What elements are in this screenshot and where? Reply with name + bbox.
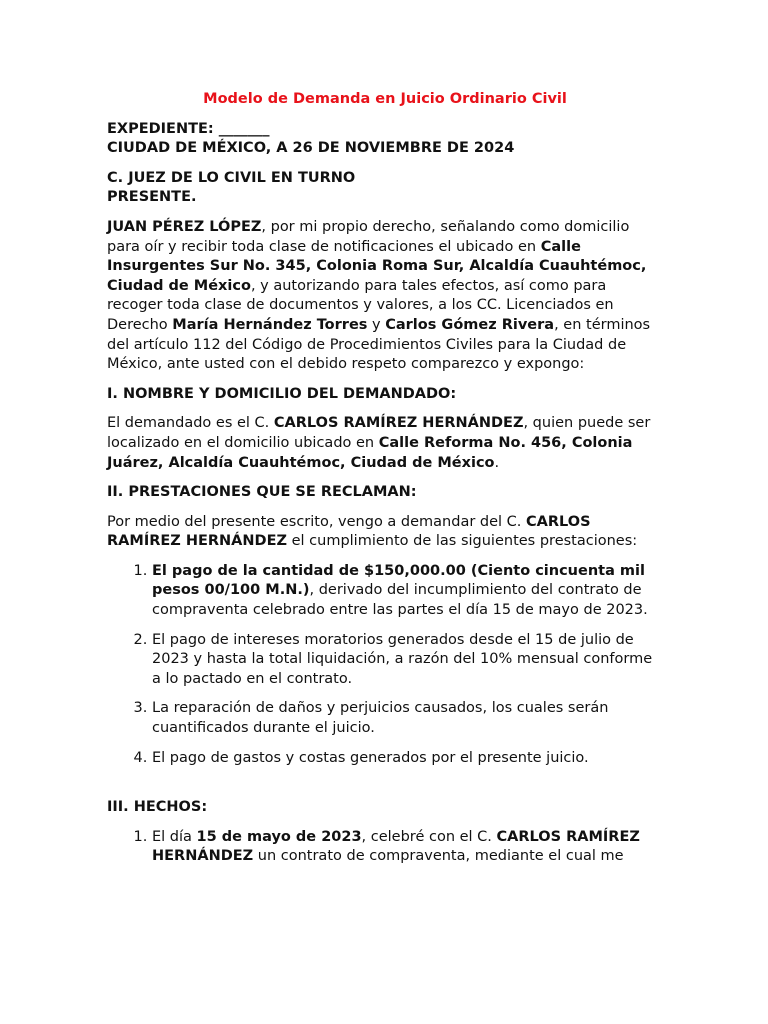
section-heading-claims: II. PRESTACIONES QUE SE RECLAMAN:	[107, 484, 417, 501]
section-heading-facts: III. HECHOS:	[107, 799, 208, 816]
bold-text-run: JUAN PÉREZ LÓPEZ	[107, 218, 262, 235]
text-run: La reparación de daños y perjuicios causados, los cuales serán cuantificados durante el juicio.	[152, 700, 609, 737]
bold-text-run: 15 de mayo de 2023	[196, 828, 362, 845]
text-run: El pago de intereses moratorios generados desde el 15 de julio de 2023 y hasta la total liquidación, a razón del 10% mensual conforme a lo pactado en el contrato.	[152, 631, 653, 687]
text-run: , por mi propio derecho, señalando como domicilio para oír y recibir toda clase de notificaciones el ubicado en	[107, 218, 630, 255]
bold-text-run: Carlos Gómez Rivera	[385, 316, 555, 333]
document-page	[107, 90, 663, 877]
bold-text-run: María Hernández Torres	[172, 316, 368, 333]
text-run: y	[367, 316, 386, 333]
text-run: Por medio del presente escrito, vengo a demandar del C.	[107, 513, 527, 530]
list-item	[152, 562, 663, 621]
section-heading-defendant: I. NOMBRE Y DOMICILIO DEL DEMANDADO:	[107, 385, 457, 402]
bold-text-run: CARLOS RAMÍREZ HERNÁNDEZ	[107, 513, 591, 550]
place-date: CIUDAD DE MÉXICO, A 26 DE NOVIEMBRE DE 2024	[107, 140, 515, 157]
text-run: el cumplimiento de las siguientes prestaciones:	[287, 533, 638, 550]
bold-text-run: CARLOS RAMÍREZ HERNÁNDEZ	[273, 415, 524, 432]
text-run: , y autorizando para tales efectos, así como para recoger toda clase de documentos y valores, a los CC. Licenciados en Derecho	[107, 277, 614, 333]
bold-text-run: CARLOS RAMÍREZ HERNÁNDEZ	[152, 828, 640, 865]
list-item	[152, 828, 663, 867]
judge-line: C. JUEZ DE LO CIVIL EN TURNO	[107, 169, 356, 186]
case-number: EXPEDIENTE: _______	[107, 120, 270, 137]
text-run: un contrato de compraventa, mediante el cual me	[253, 848, 624, 865]
list-item	[152, 749, 663, 769]
defendant-paragraph	[107, 414, 663, 473]
text-run: El pago de gastos y costas generados por el presente juicio.	[152, 749, 589, 766]
text-run: .	[494, 454, 500, 471]
list-item	[152, 699, 663, 738]
bold-text-run: Calle Insurgentes Sur No. 345, Colonia Roma Sur, Alcaldía Cuauhtémoc, Ciudad de México	[107, 238, 647, 294]
list-item	[152, 631, 663, 690]
case-header	[107, 120, 663, 159]
text-run: , derivado del incumplimiento del contrato de compraventa celebrado entre las partes el día 15 de mayo de 2023.	[152, 582, 648, 619]
text-run: , celebré con el C.	[361, 828, 497, 845]
text-run: El demandado es el C.	[107, 415, 274, 432]
document-title: Modelo de Demanda en Juicio Ordinario Civil	[203, 91, 567, 107]
bold-text-run: El pago de la cantidad de $150,000.00 (Ciento cincuenta mil pesos 00/100 M.N.)	[152, 562, 645, 599]
claims-intro-paragraph	[107, 513, 663, 552]
facts-list	[107, 828, 663, 867]
presente-line: PRESENTE.	[107, 189, 197, 206]
text-run: , quien puede ser localizado en el domicilio ubicado en	[107, 415, 651, 451]
claims-list	[107, 562, 663, 768]
addressee	[107, 169, 663, 208]
bold-text-run: Calle Reforma No. 456, Colonia Juárez, Alcaldía Cuauhtémoc, Ciudad de México	[107, 434, 633, 471]
text-run: El día	[152, 828, 197, 845]
text-run: , en términos del artículo 112 del Código de Procedimientos Civiles para la Ciudad de México, ante usted con el debido respeto comparezco y expongo:	[107, 316, 651, 373]
intro-paragraph	[107, 218, 663, 375]
